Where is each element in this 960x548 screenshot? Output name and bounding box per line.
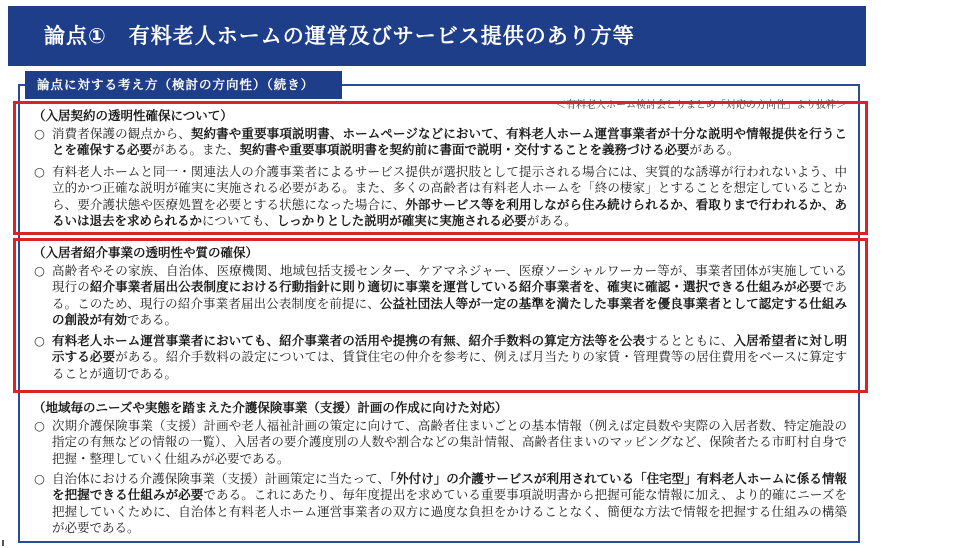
bullet-icon: ○ <box>34 164 45 179</box>
bullet-icon: ○ <box>34 471 45 486</box>
page-title: 論点① 有料老人ホームの運営及びサービス提供のあり方等 <box>8 6 866 66</box>
body-text: 自治体における介護保険事業（支援）計画策定に当たって、 <box>52 471 390 486</box>
section-heading: （入居契約の透明性確保について） <box>33 108 233 123</box>
body-text: がある。紹介手数料の設定については、賃貸住宅の仲介を参考に、例えば月当たりの家賃・管理費等の居住費用をベースに算定することが適切である。 <box>52 349 847 381</box>
body-text: がある。 <box>526 212 577 228</box>
bullet-icon: ○ <box>34 263 45 278</box>
section-heading: （地域毎のニーズや実態を踏まえた介護保険事業（支援）計画の作成に向けた対応） <box>33 400 508 415</box>
body-text: 有料老人ホームと同一・関連法人の介護事業者によるサービス提供が選択肢として提示される場合には、実質的な誘導が行われないよう、中立的かつ正確な説明が確実に実施される必要がある。また、多くの高齢者は有料老人ホームを「終の棲家」とすることを想定していることから、要介護状態や医療処置を必要とする状態になった場合に、 <box>52 164 847 212</box>
body-text: がある。 <box>689 142 740 158</box>
body-text: についても、 <box>202 212 277 228</box>
section-tab-label: 論点に対する考え方（検討の方向性）（続き） <box>25 71 342 99</box>
body-text: である。これにあたり、毎年度提出を求めている重要事項説明書から把握可能な情報に加え、より的確にニーズを把握していくために、自治体と有料老人ホーム運営事業者の双方に過度な負担をかけることなく、簡便な方法で情報を把握する仕組みの構築が必要である。 <box>52 487 847 535</box>
body-text: である。 <box>127 311 178 327</box>
paragraph <box>52 471 847 536</box>
body-text: である。このため、現行の紹介事業者届出公表制度を前提に、 <box>52 279 847 311</box>
emphasis-text: 入居希望者に対し明示する必要 <box>52 333 847 365</box>
emphasis-text: 契約書や重要事項説明書、ホームページなどにおいて、有料老人ホーム運営事業者が十分な説明や情報提供を行うことを確保する必要 <box>52 126 847 158</box>
body-text: するとともに、 <box>645 333 734 348</box>
edge-mark <box>2 540 4 546</box>
bullet-icon: ○ <box>34 333 45 348</box>
source-note: ＜有料老人ホーム検討会とりまとめ「対応の方向性」より抜粋＞ <box>556 100 846 111</box>
bullet-icon: ○ <box>34 418 45 433</box>
emphasis-text: 外部サービス等を利用しながら住み続けられるか、看取りまで行われるか、あるいは退去を求められるか <box>52 196 847 228</box>
emphasis-text: しっかりとした説明が確実に実施される必要 <box>276 212 527 228</box>
emphasis-text: 「外付け」の介護サービスが利用されている「住宅型」有料老人ホームに係る情報を把握できる仕組みが必要 <box>52 471 847 503</box>
section-heading: （入居者紹介事業の透明性や質の確保） <box>33 245 259 260</box>
body-text: 消費者保護の観点から、 <box>52 126 191 141</box>
paragraph <box>52 164 847 229</box>
bullet-icon: ○ <box>34 126 45 141</box>
emphasis-text: 紹介事業者届出公表制度における行動指針に則り適切に事業を運営している紹介事業者を、確実に確認・選択できる仕組みが必要 <box>89 279 822 295</box>
body-text: 高齢者やその家族、自治体、医療機関、地域包括支援センター、ケアマネジャー、医療ソーシャルワーカー等が、事業者団体が実施している現行の <box>52 263 847 295</box>
paragraph <box>52 418 847 467</box>
paragraph <box>52 126 847 159</box>
emphasis-text: 公益社団法人等が一定の基準を満たした事業者を優良事業者として認定する仕組みの創設が有効 <box>52 295 847 327</box>
emphasis-text: 有料老人ホーム運営事業者においても、紹介事業者の活用や提携の有無、紹介手数料の算定方法等を公表 <box>52 333 646 348</box>
emphasis-text: 契約書や重要事項説明書を契約前に書面で説明・交付することを義務づける必要 <box>239 142 690 158</box>
paragraph <box>52 263 847 328</box>
body-text: 次期介護保険事業（支援）計画や老人福祉計画の策定に向けて、高齢者住まいごとの基本情報（例えば定員数や実際の入居者数、特定施設の指定の有無などの情報の一覧）、入居者の要介護度別の人数や割合などの集計情報、高齢者住まいのマッピングなど、保険者たる市町村自身で把握・整理していく仕組みが必要である。 <box>52 418 847 466</box>
body-text: がある。また、 <box>152 142 240 158</box>
paragraph <box>52 333 847 382</box>
